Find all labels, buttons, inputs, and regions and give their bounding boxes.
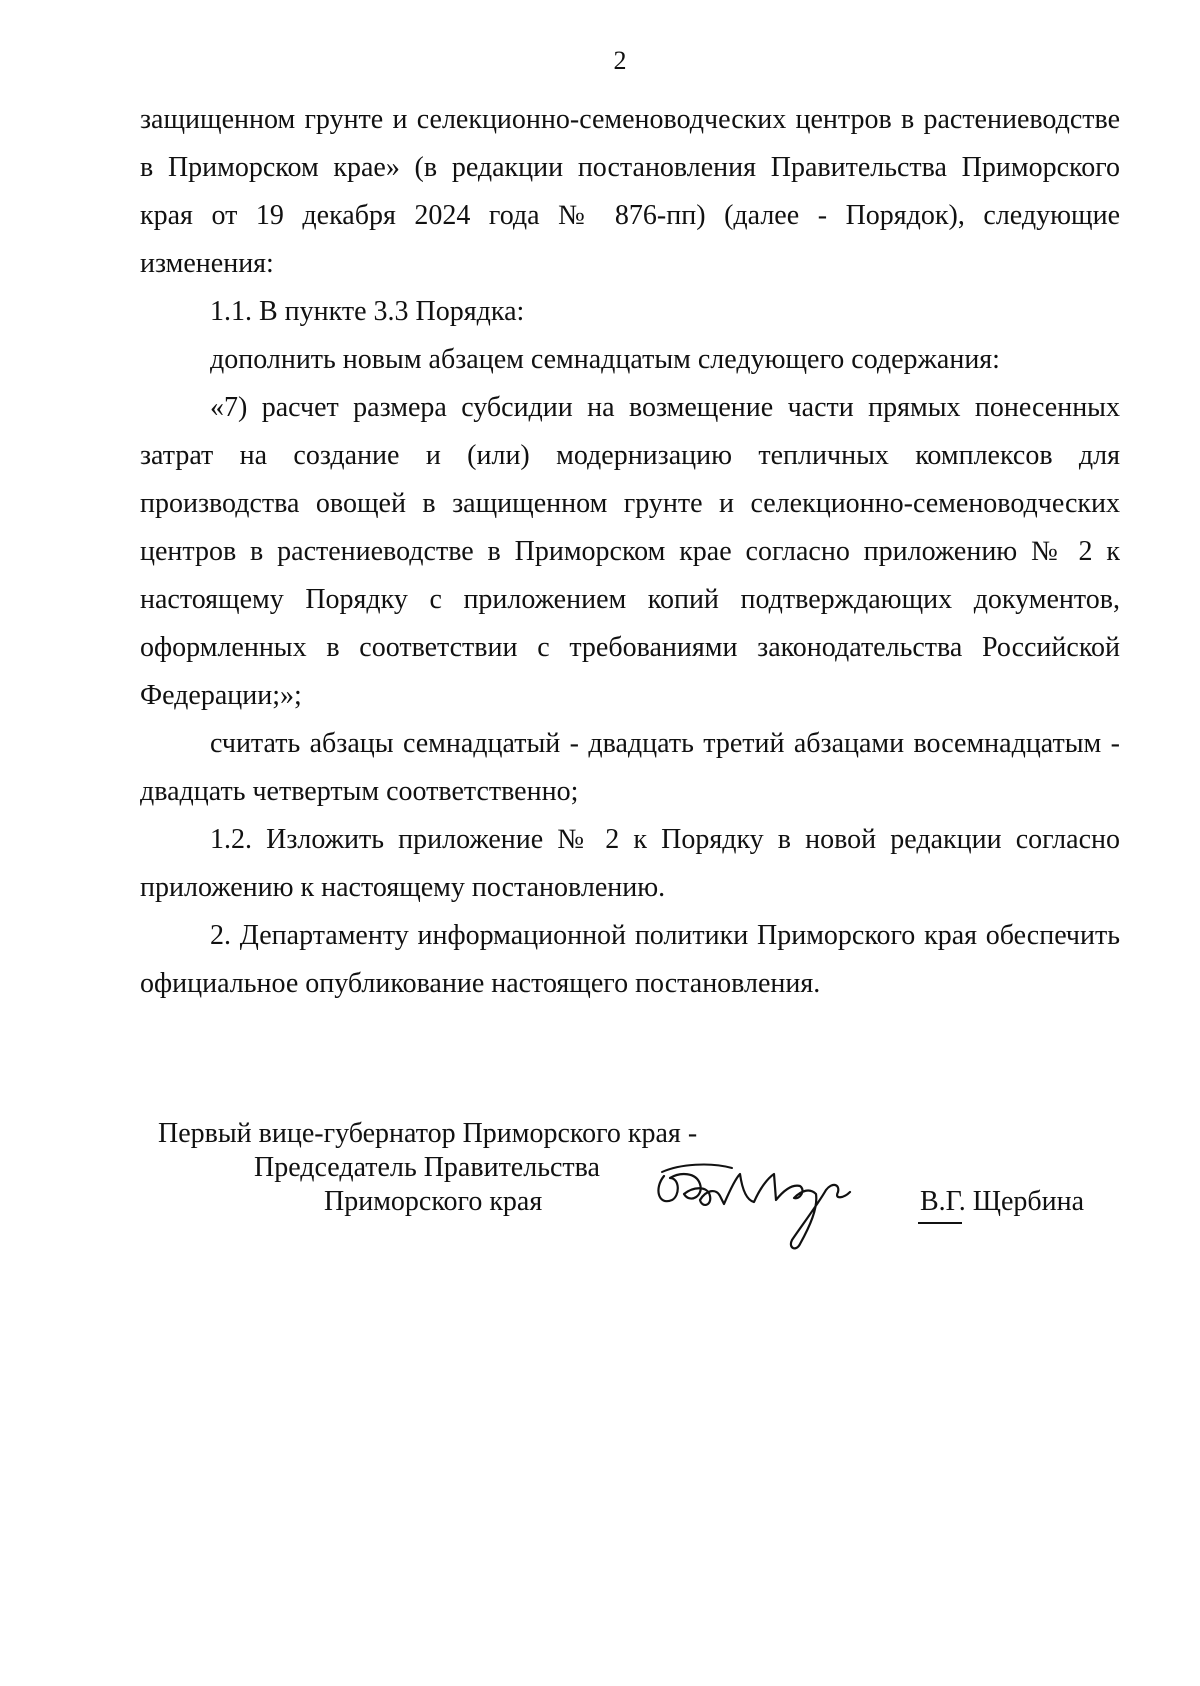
signer-underline bbox=[918, 1222, 962, 1224]
paragraph-renumber: считать абзацы семнадцатый - двадцать третий абзацами восемнадцатым - двадцать четвертым соответственно; bbox=[140, 728, 1120, 807]
signer-title-line-3: Приморского края bbox=[324, 1186, 543, 1217]
page-number: 2 bbox=[613, 46, 627, 75]
paragraph-item-2: 2. Департаменту информационной политики Приморского края обеспечить официальное опубликование настоящего постановления. bbox=[140, 920, 1120, 999]
paragraph-quoted-item-7: «7) расчет размера субсидии на возмещение части прямых понесенных затрат на создание и (или) модернизацию тепличных комплексов для производства овощей в защищенном грунте и селекционно-семеноводческих центров в растениеводстве в Приморском крае согласно приложению № 2 к настоящему Порядку с приложением копий подтверждающих документов, оформленных в соответствии с требованиями законодательства Российской Федерации;»; bbox=[140, 392, 1120, 711]
paragraph-add-abzac: дополнить новым абзацем семнадцатым следующего содержания: bbox=[210, 344, 1000, 375]
paragraph-item-1-2: 1.2. Изложить приложение № 2 к Порядку в новой редакции согласно приложению к настоящему постановлению. bbox=[140, 824, 1120, 903]
signer-name: В.Г. Щербина bbox=[920, 1186, 1085, 1217]
handwritten-signature bbox=[650, 1148, 890, 1258]
signer-title-line-2: Председатель Правительства bbox=[254, 1152, 600, 1183]
signer-title-line-1: Первый вице-губернатор Приморского края - bbox=[158, 1118, 698, 1149]
paragraph-continuation: защищенном грунте и селекционно-семеноводческих центров в растениеводстве в Приморском крае» (в редакции постановления Правительства Приморского края от 19 декабря 2024 года № 876-пп) (далее - Порядок), следующие изменения: bbox=[140, 104, 1120, 279]
document-body bbox=[140, 96, 1120, 1008]
paragraph-item-1-1: 1.1. В пункте 3.3 Порядка: bbox=[210, 296, 525, 327]
signature-block bbox=[0, 1118, 1200, 1258]
